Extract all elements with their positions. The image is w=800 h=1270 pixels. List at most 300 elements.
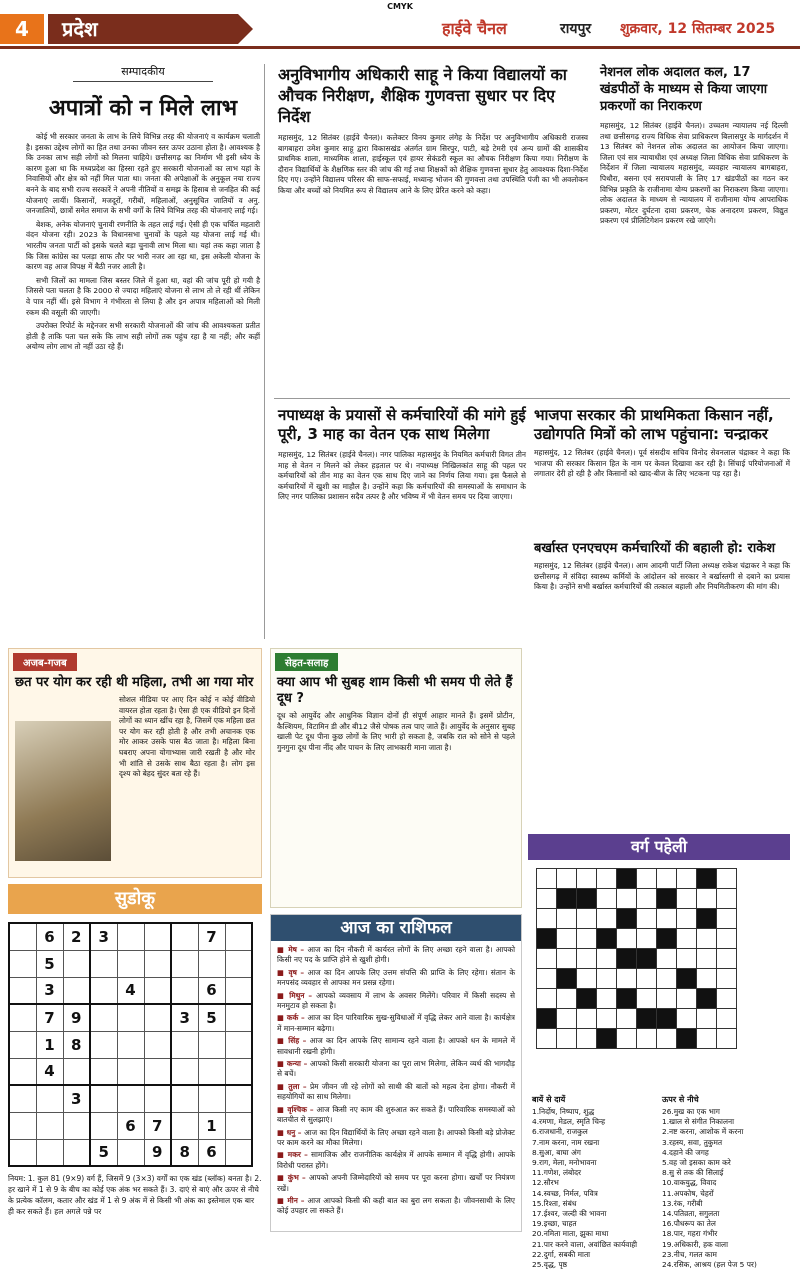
clues-down-heading: ऊपर से नीचे [662, 1095, 699, 1104]
crossword-clue: 1.निर्दोष, निष्पाप, शुद्ध [532, 1107, 595, 1116]
sudoku-cell[interactable] [144, 1031, 171, 1058]
story-school-inspection [278, 64, 588, 394]
sudoku-cell[interactable]: 5 [198, 1004, 225, 1031]
sudoku-cell[interactable] [63, 1139, 90, 1166]
horoscope-text: सामाजिक और राजनीतिक कार्यक्षेत्र में आपके सम्मान में वृद्धि होगी। आपके विरोधी परास्त होंगे। [277, 1150, 515, 1170]
story-body: महासमुंद, 12 सितंबर (हाईवे चैनल)। उच्चतम न्यायालय नई दिल्ली तथा छत्तीसगढ़ राज्य विधिक सेवा प्राधिकरण बिलासपुर के मार्गदर्शन में 13 सितंबर को नेशनल लोक अदालत का आयोजन किया जाएगा। जिला एवं सत्र न्यायाधीश एवं अध्यक्ष जिला विधिक सेवा प्राधिकरण के निर्देशन में जिला न्यायालय महासमुंद, व्यवहार न्यायालय बागबाहरा, पिथौरा, बसना एवं सरायपाली के लिए 17 खंडपीठों का गठन कर विभिन्न प्रकृति के राजीनामा योग्य प्रकरणों का निराकरण किया जाएगा। लोक अदालत के माध्यम से न्यायालय में राजीनामा योग्य आपराधिक प्रकरण, मोटर दुर्घटना दावा प्रकरण, चेक अनादरण प्रकरण, विद्युत प्रकरण एवं प्रीलिटिगेशन प्रकरण रखे जाएंगे। [600, 121, 788, 226]
crossword-block [617, 949, 637, 969]
sudoku-cell[interactable]: 5 [90, 1139, 117, 1166]
horoscope-title: आज का राशिफल [271, 915, 521, 941]
sudoku-cell[interactable] [144, 950, 171, 977]
crossword-cell[interactable] [597, 889, 617, 909]
crossword-block [617, 909, 637, 929]
clues-down [662, 1094, 786, 1270]
box-headline: छत पर योग कर रही थी महिला, तभी आ गया मोर [15, 675, 254, 690]
crossword-title: वर्ग पहेली [528, 834, 790, 860]
sudoku-cell[interactable] [63, 1058, 90, 1085]
sudoku-cell[interactable] [198, 1058, 225, 1085]
sudoku-cell[interactable] [225, 1085, 252, 1112]
sudoku-cell[interactable]: 3 [90, 923, 117, 950]
horoscope-sign: ■ वृश्चिक – [277, 1104, 317, 1114]
crossword-cell[interactable] [597, 969, 617, 989]
sudoku-cell[interactable]: 1 [36, 1031, 63, 1058]
clues-across [532, 1094, 656, 1270]
sudoku-cell[interactable] [9, 1004, 36, 1031]
crossword-clue: 10.वाकयुद्ध, विवाद [662, 1178, 717, 1188]
crossword-cell[interactable] [717, 1009, 737, 1029]
horoscope-item [277, 1173, 515, 1194]
editorial-paragraph: कोई भी सरकार जनता के लाभ के लिये विभिन्न तरह की योजनाएं व कार्यक्रम चलाती है। इसका उद्देश्य लोगों का हित तथा उनका जीवन स्तर ऊपर उठाना होता है। आवश्यक है कि उनका लाभ सही लोगों को मिलना चाहिये। छत्तीसगढ़ का निर्माण भी इसी ध्येय के कारण हुआ था कि मध्यप्रदेश का हिस्सा रहते हुए सरकारी योजनाओं का लाभ यहां के निवासियों और क्षेत्र को नहीं मिल पाता था। जनता की अपेक्षाओं के अनुकूल नया राज्य बनने के बाद सभी राज्य सरकारें ने अपनी नीतियों व समझ के हिसाब से जनहित की कई योजनाएं लायीं। किसानों, मजदूरों, गरीबों, महिलाओं, अनुसूचित जातियों व अनु. जनजातियों, छात्रों समेत समाज के सभी वर्गों के लिये विभिन्न तरह की योजनाएं लाई गई। [26, 132, 260, 216]
crossword-cell[interactable] [537, 889, 557, 909]
crossword-clue: 11.अपकोष, चेहरों [662, 1188, 714, 1198]
sudoku-cell[interactable] [198, 1031, 225, 1058]
box-body: दूध को आयुर्वेद और आधुनिक विज्ञान दोनों ही संपूर्ण आहार मानते हैं। इसमें प्रोटीन, कैल्शियम, विटामिन डी और बी12 जैसे पोषक तत्व पाए जाते हैं। आयुर्वेद के अनुसार सुबह खाली पेट दूध पीना कुछ लोगों के लिए भारी हो सकता है, जबकि रात को सोने से पहले गुनगुना दूध पीना नींद और पाचन के लिए लाभकारी माना जाता है। [277, 711, 515, 752]
crossword-block [617, 869, 637, 889]
sudoku-cell[interactable] [171, 950, 198, 977]
story-headline: नपाध्यक्ष के प्रयासों से कर्मचारियों की मांगे हुई पूरी, 3 माह का वेतन एक साथ मिलेगा [278, 406, 526, 443]
crossword-cell[interactable] [697, 1009, 717, 1029]
sudoku-cell[interactable] [198, 1085, 225, 1112]
crossword-cell[interactable] [677, 949, 697, 969]
crossword-clue: 8.सु से तक की सिलाई [662, 1168, 724, 1178]
crossword-cell[interactable] [537, 969, 557, 989]
sudoku-cell[interactable]: 2 [63, 923, 90, 950]
horoscope-sign: ■ मिथुन – [277, 990, 317, 1000]
crossword-grid [536, 868, 737, 1049]
crossword-clue: 16.पौधरूप का तेल [662, 1219, 716, 1229]
sudoku-cell[interactable]: 7 [36, 1004, 63, 1031]
crossword-cell[interactable] [677, 989, 697, 1009]
horoscope-sign: ■ धनु – [277, 1127, 305, 1137]
sudoku-cell[interactable] [198, 950, 225, 977]
sudoku-cell[interactable] [225, 1139, 252, 1166]
sudoku-cell[interactable] [225, 950, 252, 977]
crossword-block [637, 1009, 657, 1029]
clues-across-heading: बायें से दायें [532, 1095, 566, 1104]
crossword-cell[interactable] [637, 1029, 657, 1049]
advertisement-space [528, 648, 790, 828]
story-headline: नेशनल लोक अदालत कल, 17 खंडपीठों के माध्यम से किया जाएगा प्रकरणों का निराकरण [600, 65, 768, 114]
horoscope-sign: ■ मकर – [277, 1150, 311, 1160]
crossword-clue: 15.रिश्ता, संबंध [532, 1198, 577, 1208]
section-divider [274, 398, 790, 399]
story-body: महासमुंद, 12 सितंबर (हाईवे चैनल)। आम आदमी पार्टी जिला अध्यक्ष राकेश चंद्राकर ने कहा कि छत्तीसगढ़ में संविदा स्वास्थ्य कर्मियों के आंदोलन को सरकार ने बर्खास्तगी से दबाने का प्रयास किया है। उन्होंने सभी बर्खास्त कर्मचारियों की तत्काल बहाली और नियमितीकरण की मांग की। [534, 561, 790, 592]
horoscope-item [277, 1013, 515, 1034]
crossword-cell[interactable] [657, 869, 677, 889]
sudoku-cell[interactable] [36, 1139, 63, 1166]
crossword-block [677, 969, 697, 989]
crossword-cell[interactable] [717, 1029, 737, 1049]
crossword-clue: 19.अधिकारी, हक वाला [662, 1239, 728, 1249]
crossword-cell[interactable] [577, 929, 597, 949]
crossword-cell[interactable] [677, 889, 697, 909]
sudoku-cell[interactable] [9, 1112, 36, 1139]
crossword-cell[interactable] [617, 1029, 637, 1049]
column-divider [264, 64, 265, 639]
sudoku-cell[interactable]: 4 [36, 1058, 63, 1085]
sudoku-cell[interactable] [225, 977, 252, 1004]
crossword-cell[interactable] [637, 889, 657, 909]
crossword-clue: 21.पार करने वाला, अवांछित कार्यवाही [532, 1239, 638, 1249]
sudoku-cell[interactable] [9, 1139, 36, 1166]
crossword-cell[interactable] [597, 1009, 617, 1029]
sudoku-cell[interactable] [63, 950, 90, 977]
crossword-cell[interactable] [537, 989, 557, 1009]
horoscope-item [277, 1036, 515, 1057]
crossword-block [577, 989, 597, 1009]
crossword-cell[interactable] [537, 909, 557, 929]
crossword-cell[interactable] [657, 989, 677, 1009]
crossword-clue: 26.मुख का एक भाग [662, 1107, 720, 1116]
horoscope-item [277, 991, 515, 1012]
crossword-clue: 14.पतिव्रता, सगुलता [662, 1209, 720, 1219]
horoscope-item [277, 1128, 515, 1149]
sudoku-cell[interactable]: 6 [117, 1112, 144, 1139]
crossword-block [537, 1009, 557, 1029]
crossword-block [697, 869, 717, 889]
sehat-salah-box [270, 648, 522, 908]
sudoku-cell[interactable]: 6 [36, 923, 63, 950]
crossword-clue: 19.इच्छा, चाहत [532, 1219, 577, 1229]
crossword-block [557, 969, 577, 989]
crossword-cell[interactable] [697, 969, 717, 989]
horoscope-sign: ■ कर्क – [277, 1013, 308, 1023]
horoscope-text: आपको किसी सरकारी योजना का पूरा लाभ मिलेगा, लेकिन व्यर्थ की भागदौड़ से बचें। [277, 1059, 515, 1079]
horoscope-text: आज का दिन आपके लिए सामान्य रहने वाला है। आपको धन के मामले में सावधानी रखनी होगी। [277, 1036, 515, 1056]
section-name: प्रदेश [48, 14, 238, 44]
sudoku-cell[interactable] [171, 1058, 198, 1085]
crossword-clue: 1.खाल से संगीत निकालना [662, 1117, 734, 1127]
horoscope-sign: ■ मीन – [277, 1195, 308, 1205]
crossword-cell[interactable] [597, 869, 617, 889]
crossword-cell[interactable] [597, 909, 617, 929]
sudoku-cell[interactable] [90, 1004, 117, 1031]
crossword-cell[interactable] [717, 889, 737, 909]
sudoku-cell[interactable] [9, 950, 36, 977]
crossword-cell[interactable] [557, 909, 577, 929]
story-headline: भाजपा सरकार की प्राथमिकता किसान नहीं, उद्योगपति मित्रों को लाभ पहुंचाना: चन्द्राकर [534, 406, 774, 443]
sudoku-cell[interactable] [90, 950, 117, 977]
crossword-puzzle [528, 834, 790, 1270]
sudoku-cell[interactable] [117, 1058, 144, 1085]
sudoku-cell[interactable] [117, 1031, 144, 1058]
editorial-paragraph: उपरोक्त रिपोर्ट के मद्देनजर सभी सरकारी योजनाओं की जांच की आवश्यकता प्रतीत होती है ताकि पता चल सके कि लाभ सही लोगों तक पहुंच रहा है या नहीं; और कहीं अयोग्य लोग लाभ तो नहीं उठा रहे हैं। [26, 321, 260, 352]
box-tag: अजब-गजब [13, 653, 77, 671]
sudoku-cell[interactable] [144, 1004, 171, 1031]
crossword-cell[interactable] [677, 909, 697, 929]
crossword-clue: 2.नष्ट करना, आशोक में करना [662, 1127, 744, 1137]
crossword-cell[interactable] [557, 869, 577, 889]
crossword-cell[interactable] [657, 969, 677, 989]
horoscope-item [277, 1105, 515, 1126]
editorial-body [26, 132, 260, 353]
issue-date: शुक्रवार, 12 सितम्बर 2025 [620, 21, 776, 37]
crossword-block [597, 929, 617, 949]
editorial-column [26, 64, 260, 639]
crossword-cell[interactable] [697, 1029, 717, 1049]
sudoku-cell[interactable]: 6 [198, 977, 225, 1004]
crossword-cell[interactable] [677, 1009, 697, 1029]
sudoku-cell[interactable] [36, 1085, 63, 1112]
crossword-cell[interactable] [577, 969, 597, 989]
crossword-cell[interactable] [537, 949, 557, 969]
crossword-cell[interactable] [537, 1029, 557, 1049]
crossword-clue: 7.नाम करना, नाम रखना [532, 1137, 600, 1147]
box-headline: क्या आप भी सुबह शाम किसी भी समय पी लेते हैं दूध ? [277, 675, 513, 706]
crossword-clue: 13.रंक, गरीबी [662, 1198, 703, 1208]
sudoku-grid [8, 922, 253, 1167]
sudoku-cell[interactable]: 5 [36, 950, 63, 977]
horoscope-text: आज किसी नए काम की शुरुआत कर सकते हैं। पारिवारिक समस्याओं को बातचीत से सुलझाएं। [277, 1104, 515, 1125]
crossword-cell[interactable] [697, 949, 717, 969]
crossword-cell[interactable] [657, 909, 677, 929]
crossword-cell[interactable] [617, 889, 637, 909]
story-lok-adalat [600, 64, 788, 394]
sudoku-cell[interactable] [144, 923, 171, 950]
story-farmers-priority [534, 406, 790, 536]
crossword-cell[interactable] [617, 969, 637, 989]
sudoku-cell[interactable] [90, 1058, 117, 1085]
editorial-paragraph: बेशक, अनेक योजनाएं चुनावी रणनीति के तहत लाई गई। ऐसी ही एक चर्चित महतारी वंदन योजना रही। 2023 के विधानसभा चुनावों के पहले यह योजना लाई गई थी। भारतीय जनता पार्टी को इसके चलते बड़ा चुनावी लाभ मिला था। यहां तक कहा जाता है कि जिस कांग्रेस का पलड़ा साफ तौर पर भारी नजर आ रहा था, इस अकेली योजना के कारण वह आज विपक्ष में बैठी नजर आती है। [26, 219, 260, 272]
sudoku-cell[interactable] [9, 923, 36, 950]
crossword-cell[interactable] [577, 869, 597, 889]
horoscope-item [277, 1150, 515, 1171]
horoscope-text: प्रेम जीवन जी रहे लोगों को साथी की बातों को महत्व देना होगा। नौकरी में सहयोगियों का साथ मिलेगा। [277, 1081, 515, 1102]
horoscope-text: आज का दिन पारिवारिक सुख-सुविधाओं में वृद्धि लेकर आने वाला है। कार्यक्षेत्र में मान-सम्मान बढ़ेगा। [277, 1013, 516, 1033]
horoscope-item [277, 1059, 515, 1080]
sudoku-cell[interactable]: 3 [63, 1085, 90, 1112]
crossword-cell[interactable] [697, 929, 717, 949]
horoscope-text: आज आपको किसी की कही बात का बुरा लग सकता है। जीवनसाथी के लिए कोई उपहार ला सकते हैं। [277, 1195, 515, 1216]
horoscope-sign: ■ मेष – [277, 945, 308, 954]
crossword-cell[interactable] [637, 929, 657, 949]
crossword-clue: 25.वृद्ध, पृष्ठ [532, 1260, 568, 1270]
crossword-block [657, 929, 677, 949]
across-list [532, 1107, 656, 1270]
page-number: 4 [0, 14, 44, 44]
horoscope-sign: ■ वृष – [277, 967, 308, 977]
crossword-cell[interactable] [657, 949, 677, 969]
story-body: महासमुंद, 12 सितंबर (हाईवे चैनल)। कलेक्टर विनय कुमार लंगेह के निर्देश पर अनुविभागीय अधिकारी राजस्व बागबाहरा उमेश कुमार साहू द्वारा विकासखंड अंतर्गत ग्राम सिरपुर, पाटी, बड़े टेमरी एवं अन्य ग्रामों की शासकीय प्राथमिक शाला, माध्यमिक शाला, हाईस्कूल एवं हायर सेकंडरी स्कूल का औचक निरीक्षण किया गया। निरीक्षण के दौरान विद्यार्थियों के शैक्षणिक स्तर की जांच की गई तथा शिक्षकों को शैक्षिक गुणवत्ता सुधार हेतु आवश्यक दिशा-निर्देश दिए गए। उन्होंने विद्यालय परिसर की साफ-सफाई, मध्यान्ह भोजन की गुणवत्ता तथा उपस्थिति पंजी का भी अवलोकन किया और बच्चों को नियमित रूप से विद्यालय आने के लिए प्रेरित करने को कहा। [278, 133, 588, 195]
crossword-cell[interactable] [677, 869, 697, 889]
horoscope-sign: ■ कुंभ – [277, 1173, 309, 1183]
crossword-cell[interactable] [657, 1029, 677, 1049]
crossword-cell[interactable] [617, 1009, 637, 1029]
horoscope-item [277, 945, 515, 966]
sudoku-cell[interactable] [144, 1058, 171, 1085]
crossword-clue: 23.नीच, गलत काम [662, 1249, 717, 1259]
crossword-clue: 4.दहाने की जगह [662, 1147, 709, 1157]
crossword-block [537, 929, 557, 949]
crossword-cell[interactable] [717, 909, 737, 929]
story-headline: बर्खास्त एनएचएम कर्मचारियों की बहाली हो: राकेश [534, 541, 776, 556]
crossword-cell[interactable] [557, 949, 577, 969]
sudoku-cell[interactable] [117, 923, 144, 950]
sudoku-cell[interactable] [117, 1085, 144, 1112]
crossword-clue: 5.वह जो इसका काम करे [662, 1158, 731, 1168]
sudoku-cell[interactable]: 3 [36, 977, 63, 1004]
sudoku-cell[interactable] [9, 977, 36, 1004]
crossword-clue: 20.नमिता माता, झुका माथा [532, 1229, 609, 1239]
crossword-clue: 18.पार, गहरा गंभीर [662, 1229, 718, 1239]
sudoku-cell[interactable] [171, 1085, 198, 1112]
crossword-cell[interactable] [557, 989, 577, 1009]
horoscope-text: आपको अपनी जिम्मेदारियों को समय पर पूरा करना होगा। खर्चों पर नियंत्रण रखें। [277, 1173, 515, 1193]
sudoku-cell[interactable] [117, 950, 144, 977]
crossword-cell[interactable] [717, 869, 737, 889]
peacock-photo [15, 721, 111, 861]
editorial-title: अपात्रों को न मिले लाभ [48, 96, 238, 121]
crossword-cell[interactable] [577, 1009, 597, 1029]
story-headline: अनुविभागीय अधिकारी साहू ने किया विद्यालयों का औचक निरीक्षण, शैक्षिक गुणवत्ता सुधार पर दिए निर्देश [278, 65, 567, 126]
sudoku-cell[interactable] [225, 1031, 252, 1058]
sudoku-rules: नियम: 1. कुल 81 (9×9) वर्ग हैं, जिसमें 9 (3×3) वर्गों का एक खंड (ब्लॉक) बनता है। 2. हर खाने में 1 से 9 के बीच का कोई एक अंक भर सकते हैं। 3. दाएं से बाएं और ऊपर से नीचे के प्रत्येक कॉलम, कतार और खंड में 1 से 9 अंक में से किसी भी अंक का इस्तेमाल एक बार ही कर सकते हैं। हल अगले पन्ने पर [8, 1174, 262, 1216]
crossword-cell[interactable] [577, 909, 597, 929]
sudoku-cell[interactable]: 1 [198, 1112, 225, 1139]
sudoku-cell[interactable]: 8 [63, 1031, 90, 1058]
down-list [662, 1107, 786, 1270]
editorial-paragraph: सभी जिलों का मामला जिस बस्तर जिले में हुआ था, वहां की जांच पूरी हो गयी है जिससे पता चलता है कि 2000 से ज्यादा महिलाएं योजना से लाभ तो ले रही थीं लेकिन वे पात्र नहीं थीं। इसे विभाग ने गंभीरता से लिया है और इन अपात्र महिलाओं को मिली रकम की वसूली की जाएगी। [26, 275, 260, 317]
sudoku-cell[interactable] [225, 1112, 252, 1139]
crossword-cell[interactable] [637, 969, 657, 989]
crossword-clue: 12.सौरभ [532, 1178, 559, 1188]
sudoku-cell[interactable] [117, 1004, 144, 1031]
sudoku-cell[interactable] [9, 1031, 36, 1058]
crossword-cell[interactable] [677, 929, 697, 949]
sudoku-cell[interactable] [9, 1058, 36, 1085]
sudoku-cell[interactable] [225, 923, 252, 950]
box-body: सोशल मीडिया पर आए दिन कोई न कोई वीडियो वायरल होता रहता है। ऐसा ही एक वीडियो इन दिनों लोगों का ध्यान खींच रहा है, जिसमें एक महिला छत पर योग कर रही होती है और तभी अचानक एक मोर आकर उसके पास बैठ जाता है। महिला बिना घबराए अपना योगाभ्यास जारी रखती है और मोर भी शांति से उसके साथ बैठा रहता है। लोग इस दृश्य को बेहद सुंदर बता रहे हैं। [119, 695, 255, 779]
crossword-cell[interactable] [717, 989, 737, 1009]
sudoku-cell[interactable]: 8 [171, 1139, 198, 1166]
crossword-block [697, 909, 717, 929]
crossword-clue: 9.राग, मेला, मनोभावना [532, 1158, 597, 1168]
city-name: रायपुर [560, 21, 592, 37]
crossword-block [557, 889, 577, 909]
sudoku-title: सुडोकू [8, 884, 262, 914]
crossword-clue: 4.रमणा, मेडल, स्मृति चिन्ह [532, 1117, 606, 1127]
crossword-cell[interactable] [557, 1009, 577, 1029]
sudoku-cell[interactable]: 7 [144, 1112, 171, 1139]
sudoku-cell[interactable] [225, 1058, 252, 1085]
crossword-cell[interactable] [617, 929, 637, 949]
sudoku-cell[interactable]: 4 [117, 977, 144, 1004]
sudoku-cell[interactable] [117, 1139, 144, 1166]
horoscope-sign: ■ कन्या – [277, 1059, 311, 1069]
sudoku-cell[interactable] [36, 1112, 63, 1139]
crossword-cell[interactable] [557, 929, 577, 949]
sudoku-cell[interactable]: 7 [198, 923, 225, 950]
crossword-block [637, 949, 657, 969]
crossword-clue: 6.राजधानी, राजकुल [532, 1127, 588, 1137]
horoscope-item [277, 1196, 515, 1217]
sudoku-cell[interactable] [171, 977, 198, 1004]
crossword-cell[interactable] [697, 889, 717, 909]
horoscope-box [270, 914, 522, 1232]
horoscope-list [271, 941, 521, 1223]
masthead-rule [0, 46, 800, 49]
horoscope-text: आज का दिन विद्यार्थियों के लिए अच्छा रहने वाला है। आपको किसी बड़े प्रोजेक्ट पर काम करने का मौका मिलेगा। [277, 1127, 515, 1147]
story-body: महासमुंद, 12 सितंबर (हाईवे चैनल)। नगर पालिका महासमुंद के नियमित कर्मचारी विगत तीन माह से वेतन न मिलने को लेकर हड़ताल पर थे। नपाध्यक्ष निखिलकांत साहू की पहल पर कर्मचारियों को तीन माह का वेतन एक साथ दिए जाने का निर्णय लिया गया। इस फैसले से कर्मचारियों में खुशी का माहौल है। उन्होंने कहा कि कर्मचारियों की समस्याओं के समाधान के लिए नगर पालिका प्रशासन सदैव तत्पर है और भविष्य में भी वेतन समय पर दिया जाएगा। [278, 450, 526, 502]
sudoku-cell[interactable] [144, 977, 171, 1004]
crossword-cell[interactable] [577, 949, 597, 969]
crossword-clue: 24.रसिक, आश्रय (हल पेज 5 पर) [662, 1260, 757, 1270]
crossword-block [657, 889, 677, 909]
sudoku-cell[interactable] [90, 1085, 117, 1112]
story-body: महासमुंद, 12 सितंबर (हाईवे चैनल)। पूर्व संसदीय सचिव विनोद सेवनलाल चंद्राकर ने कहा कि भाजपा की सरकार किसान हित के नाम पर केवल दिखावा कर रही है। सिंचाई परियोजनाओं में लगातार देरी हो रही है और किसानों को खाद-बीज के लिए भटकना पड़ रहा है। [534, 448, 790, 479]
crossword-cell[interactable] [637, 989, 657, 1009]
horoscope-text: आज का दिन नौकरी में कार्यरत लोगों के लिए अच्छा रहने वाला है। आपको किसी नए पद के प्राप्ति होने से खुशी होगी। [277, 945, 515, 965]
crossword-block [657, 1009, 677, 1029]
horoscope-sign: ■ तुला – [277, 1081, 310, 1091]
sudoku-cell[interactable] [171, 923, 198, 950]
crossword-clue: 8.सुआ, बाघा अंग [532, 1147, 581, 1157]
sudoku-cell[interactable] [90, 1112, 117, 1139]
sudoku-puzzle [8, 884, 262, 1229]
masthead [0, 14, 800, 44]
ajab-gajab-box [8, 648, 262, 878]
crossword-clue: 22.दुर्गा, सबकी माता [532, 1249, 591, 1259]
horoscope-sign: ■ सिंह – [277, 1036, 310, 1046]
story-nhm-workers [534, 540, 790, 640]
crossword-cell[interactable] [597, 949, 617, 969]
sudoku-cell[interactable]: 6 [198, 1139, 225, 1166]
sudoku-cell[interactable] [63, 1112, 90, 1139]
crossword-clues [532, 1094, 788, 1270]
sudoku-cell[interactable] [171, 1031, 198, 1058]
sudoku-cell[interactable]: 9 [144, 1139, 171, 1166]
crossword-clue: 14.स्वच्छ, निर्मल, पवित्र [532, 1188, 598, 1198]
crossword-block [617, 989, 637, 1009]
crossword-cell[interactable] [717, 969, 737, 989]
crossword-cell[interactable] [717, 949, 737, 969]
crossword-clue: 3.रहस्य, सवा, तुकुमत [662, 1137, 723, 1147]
sudoku-cell[interactable]: 9 [63, 1004, 90, 1031]
crossword-block [677, 1029, 697, 1049]
sudoku-cell[interactable] [90, 977, 117, 1004]
sudoku-cell[interactable] [90, 1031, 117, 1058]
sudoku-cell[interactable] [171, 1112, 198, 1139]
cmyk-marker [370, 2, 430, 12]
crossword-block [597, 1029, 617, 1049]
crossword-cell[interactable] [557, 1029, 577, 1049]
horoscope-item [277, 1082, 515, 1103]
crossword-cell[interactable] [637, 909, 657, 929]
story-employee-salary [278, 406, 526, 616]
crossword-cell[interactable] [717, 929, 737, 949]
cmyk-text: CMYK [387, 2, 413, 11]
sudoku-cell[interactable] [9, 1085, 36, 1112]
box-tag: सेहत-सलाह [275, 653, 338, 671]
crossword-cell[interactable] [537, 869, 557, 889]
editorial-label: सम्पादकीय [73, 64, 213, 82]
crossword-cell[interactable] [577, 1029, 597, 1049]
crossword-block [697, 989, 717, 1009]
crossword-block [577, 889, 597, 909]
sudoku-cell[interactable] [63, 977, 90, 1004]
brand-name: हाईवे चैनल [442, 19, 507, 38]
crossword-clue: 11.गणेश, लंबोदर [532, 1168, 582, 1178]
horoscope-item [277, 968, 515, 989]
crossword-cell[interactable] [597, 989, 617, 1009]
horoscope-text: आज का दिन आपके लिए उत्तम संपत्ति की प्राप्ति के लिए रहेगा। संतान के मनपसंद व्यवहार से आपका मन प्रसन्न रहेगा। [277, 967, 515, 988]
crossword-cell[interactable] [637, 869, 657, 889]
sudoku-cell[interactable] [225, 1004, 252, 1031]
sudoku-cell[interactable]: 3 [171, 1004, 198, 1031]
sudoku-cell[interactable] [144, 1085, 171, 1112]
crossword-clue: 17.ईश्वर, जल्दी की भावना [532, 1209, 607, 1219]
horoscope-text: आपको व्यवसाय में लाभ के अवसर मिलेंगे। परिवार में किसी सदस्य से मनमुटाव हो सकता है। [277, 990, 515, 1011]
